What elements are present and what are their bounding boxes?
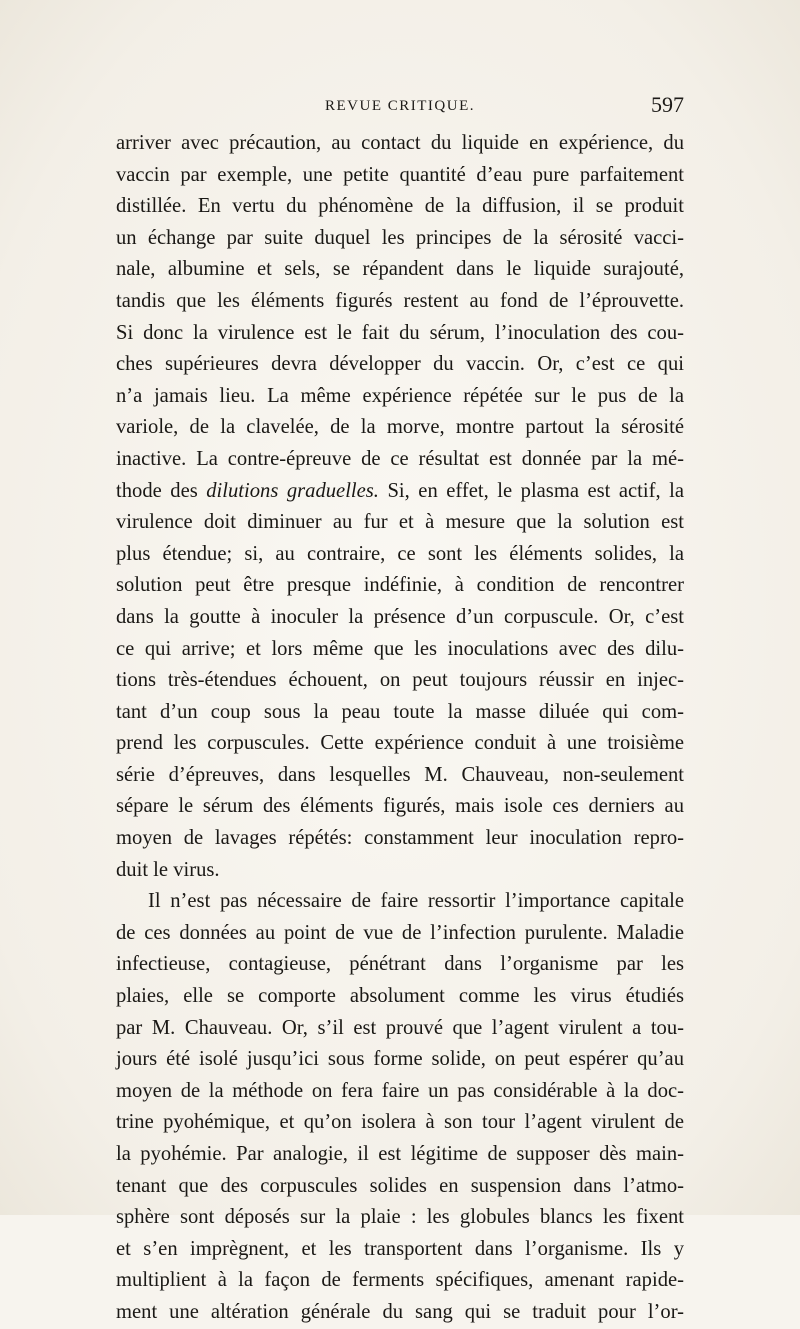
text-line: moyen de la méthode on fera faire un pas considérable à la doc- [116,1079,684,1102]
text-line: dans la goutte à inoculer la présence d’un corpuscule. Or, c’est [116,605,684,628]
text-run: thode des [116,479,207,502]
text-line: jours été isolé jusqu’ici sous forme solide, on peut espérer qu’au [116,1048,684,1071]
text-line: n’a jamais lieu. La même expérience répétée sur le pus de la [116,384,684,407]
text-line: duit le virus. [116,858,220,881]
italic-phrase: dilutions graduelles. [206,479,379,502]
text-line: plaies, elle se comporte absolument comme les virus étudiés [116,985,684,1008]
text-line: un échange par suite duquel les principes de la sérosité vacci- [116,226,684,249]
text-line: tant d’un coup sous la peau toute la masse diluée qui com- [116,700,684,723]
text-line: tions très-étendues échouent, on peut toujours réussir en injec- [116,669,684,692]
text-line: virulence doit diminuer au fur et à mesure que la solution est [116,511,684,534]
text-line: sphère sont déposés sur la plaie : les globules blancs les fixent [116,1206,684,1229]
text-line: multiplient à la façon de ferments spécifiques, amenant rapide- [116,1269,684,1292]
page-header [116,92,684,122]
text-line: sépare le sérum des éléments figurés, mais isole ces derniers au [116,795,684,818]
page-number: 597 [651,92,684,117]
text-line: nale, albumine et sels, se répandent dans le liquide surajouté, [116,258,684,281]
text-line: Si donc la virulence est le fait du sérum, l’inoculation des cou- [116,321,684,344]
text-line: et s’en imprègnent, et les transportent dans l’organisme. Ils y [116,1237,684,1260]
text-line: moyen de lavages répétés: constamment leur inoculation repro- [116,827,684,850]
running-title: REVUE CRITIQUE. [325,98,475,114]
text-line: trine pyohémique, et qu’on isolera à son tour l’agent virulent de [116,1111,684,1134]
text-line: de ces données au point de vue de l’infection purulente. Maladie [116,921,684,944]
text-line: distillée. En vertu du phénomène de la diffusion, il se produit [116,195,684,218]
text-line: ment une altération générale du sang qui se traduit pour l’or- [116,1300,684,1323]
paragraph-2 [116,886,684,1328]
text-line: ches supérieures devra développer du vaccin. Or, c’est ce qui [116,353,684,376]
text-line: solution peut être presque indéfinie, à condition de rencontrer [116,574,684,597]
text-run: Si, en effet, le plasma est actif, la [378,479,685,502]
text-line: inactive. La contre-épreuve de ce résultat est donnée par la mé- [116,447,684,470]
text-line: arriver avec précaution, au contact du liquide en expérience, du [116,132,684,154]
text-line: Il n’est pas nécessaire de faire ressortir l’importance capitale [148,890,684,913]
paragraph-1 [116,128,684,886]
text-line: variole, de la clavelée, de la morve, montre partout la sérosité [116,416,684,439]
text-line: tandis que les éléments figurés restent au fond de l’éprouvette. [116,289,684,312]
text-line: plus étendue; si, au contraire, ce sont les éléments solides, la [116,542,684,565]
text-line: tenant que des corpuscules solides en suspension dans l’atmo- [116,1174,684,1197]
text-line: infectieuse, contagieuse, pénétrant dans l’organisme par les [116,953,684,976]
text-line: ce qui arrive; et lors même que les inoculations avec des dilu- [116,637,684,660]
text-line-with-italic [116,476,684,508]
text-line: prend les corpuscules. Cette expérience conduit à une troisième [116,732,684,755]
text-line: vaccin par exemple, une petite quantité d’eau pure parfaitement [116,163,684,186]
text-line: la pyohémie. Par analogie, il est légitime de supposer dès main- [116,1143,684,1165]
text-line: série d’épreuves, dans lesquelles M. Chauveau, non-seulement [116,763,684,786]
body-text [116,128,684,1329]
text-line: par M. Chauveau. Or, s’il est prouvé que l’agent virulent a tou- [116,1016,684,1039]
